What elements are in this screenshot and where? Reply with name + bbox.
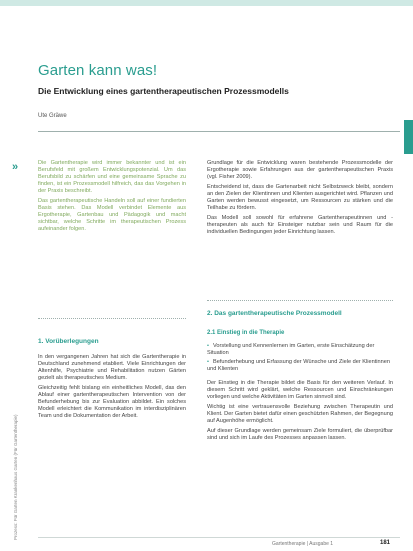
- article-subtitle: Die Entwicklung eines gartentherapeutischen Prozessmodells: [38, 86, 289, 96]
- body-paragraph: Der Einstieg in die Therapie bildet die Basis für den weiteren Verlauf. In diesem Schritt wird geklärt, welche Ressourcen und Einschränkungen vorliegen und welche Aktivitäten im Garten sinnvoll sind.: [207, 380, 393, 400]
- body-paragraph: In den vergangenen Jahren hat sich die Gartentherapie in Deutschland zunehmend etabliert. Viele Einrichtungen der Altenhilfe, Psychiatrie und Rehabilitation nutzen Gärten gezielt als therapeutisches Medium.: [38, 354, 186, 381]
- bullet-icon: •: [207, 359, 209, 365]
- section-rule: [38, 318, 186, 319]
- subsection-heading: 2.1 Einstieg in die Therapie: [207, 330, 285, 336]
- section-heading: 1. Vorüberlegungen: [38, 338, 99, 345]
- section-rule: [207, 300, 393, 301]
- body-paragraph: Gleichzeitig fehlt bislang ein einheitliches Modell, das den Ablauf einer gartentherapeutischen Intervention von der Befunderhebung bis zur Evaluation abbildet. Ein solches Modell erleichtert die Kommunikation im interdisziplinären Team und die Dokumentation der Arbeit.: [38, 385, 186, 419]
- body-paragraph: Auf dieser Grundlage werden gemeinsam Ziele formuliert, die überprüfbar sind und sich im Laufe des Prozesses anpassen lassen.: [207, 428, 393, 441]
- bullet-text: Befunderhebung und Erfassung der Wünsche und Ziele der Klientinnen und Klienten: [207, 359, 390, 372]
- bullet-item: [207, 343, 393, 357]
- intro-block: [38, 160, 186, 236]
- section1-body: [38, 354, 186, 423]
- bullet-icon: •: [207, 343, 209, 349]
- body-paragraph: Das Modell soll sowohl für erfahrene Gartentherapeutinnen und -therapeuten als auch für Einsteiger nutzbar sein und Raum für die individuellen Bedingungen jeder Einrichtung lassen.: [207, 215, 393, 235]
- footer-rule: [38, 537, 400, 538]
- body-paragraph: Wichtig ist eine vertrauensvolle Beziehung zwischen Therapeutin und Klient. Der Garten bietet dafür einen geschützten Rahmen, der Begegnung auf Augenhöhe ermöglicht.: [207, 404, 393, 424]
- intro-marker-icon: »: [12, 161, 19, 173]
- bullet-item: [207, 359, 393, 373]
- right-intro-block: [207, 160, 393, 239]
- section2-body: [207, 380, 393, 445]
- top-stripe: [0, 0, 413, 6]
- page-number: 181: [380, 540, 391, 546]
- header-rule: [38, 131, 400, 132]
- intro-paragraph: Das gartentherapeutische Handeln soll auf einer fundierten Basis stehen. Das Modell verbindet Elemente aus Ergotherapie, Gartenbau und Pädagogik und macht sichtbar, welche Schritte im therapeutischen Prozess aufeinander folgen.: [38, 198, 186, 232]
- article-title: Garten kann was!: [38, 62, 158, 79]
- article-author: Ute Gräwe: [38, 113, 67, 119]
- body-paragraph: Grundlage für die Entwicklung waren bestehende Prozessmodelle der Ergotherapie sowie Erfahrungen aus der gartentherapeutischen Praxis (vgl. Fisher 2009).: [207, 160, 393, 180]
- footer-journal: Gartentherapie | Ausgabe 1: [272, 541, 334, 547]
- side-credit-text: Prozess: Für Garten Krankenhaus Garten (Für Gartentherapie): [13, 414, 18, 540]
- chapter-tab: [404, 120, 413, 154]
- body-paragraph: Entscheidend ist, dass die Gartenarbeit nicht Selbstzweck bleibt, sondern an den Zielen der Klientinnen und Klienten ausgerichtet wird. Pflanzen und Garten werden bewusst eingesetzt, um Ressourcen zu stärken und die Teilhabe zu fördern.: [207, 184, 393, 211]
- side-credit: [4, 320, 18, 540]
- intro-paragraph: Die Gartentherapie wird immer bekannter und ist ein Berufsfeld mit großem Entwicklungspotenzial. Um das Berufsbild zu schärfen und eine gemeinsame Sprache zu finden, ist ein Prozessmodell hilfreich, das das Vorgehen in der Praxis beschreibt.: [38, 160, 186, 194]
- bullet-text: Vorstellung und Kennenlernen im Garten, erste Einschätzung der Situation: [207, 343, 375, 356]
- section-heading: 2. Das gartentherapeutische Prozessmodell: [207, 310, 342, 317]
